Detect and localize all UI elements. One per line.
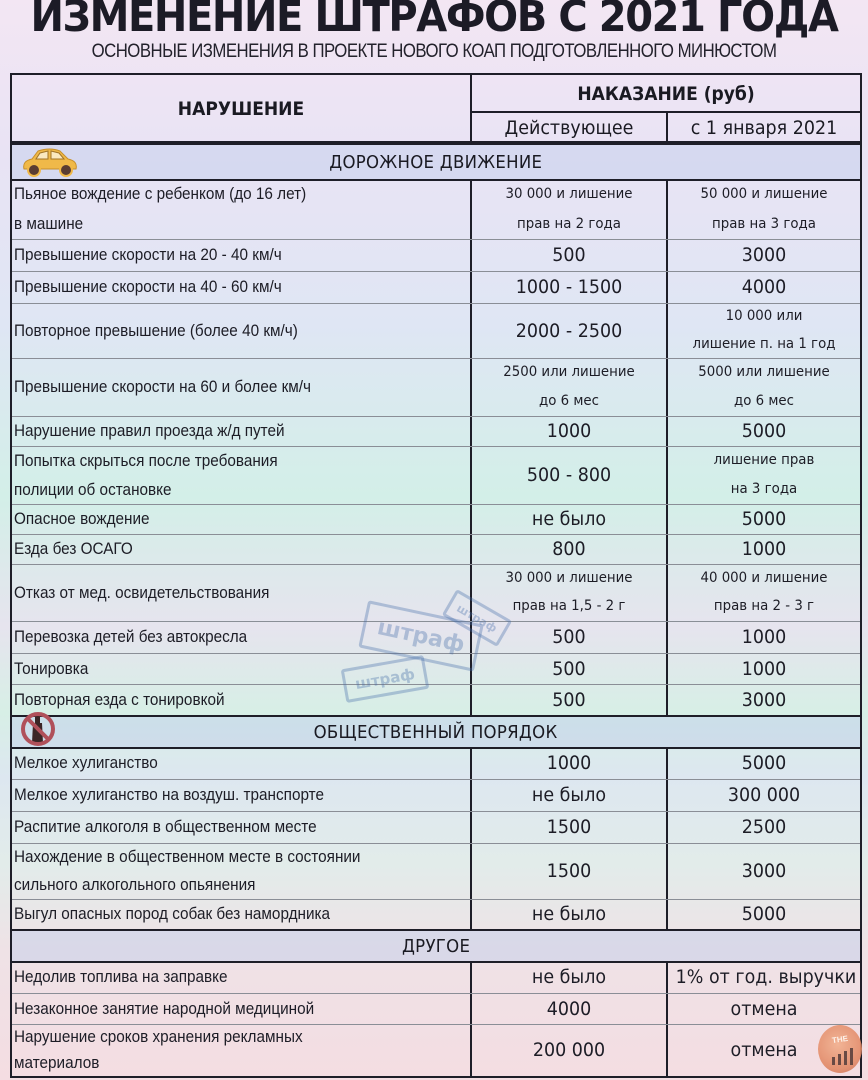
current-penalty-cell: прав на 2 года bbox=[517, 215, 621, 232]
current-penalty-cell: 500 bbox=[552, 657, 586, 680]
new-penalty-cell: лишение прав bbox=[713, 452, 815, 468]
violation-cell: Повторная езда с тонировкой bbox=[14, 689, 225, 709]
violation-cell: Недолив топлива на заправке bbox=[14, 967, 228, 986]
table-row bbox=[12, 303, 860, 358]
new-penalty-cell: отмена bbox=[730, 997, 798, 1020]
channel-logo: THE bbox=[818, 1025, 862, 1073]
current-penalty-cell: 1500 bbox=[546, 816, 592, 838]
violation-cell: Нарушение сроков хранения рекламных bbox=[14, 1027, 303, 1046]
table-row bbox=[12, 239, 860, 271]
table-row bbox=[12, 271, 860, 303]
current-penalty-cell: не было bbox=[531, 784, 607, 806]
header-violation: НАРУШЕНИЕ bbox=[177, 98, 305, 120]
page-subtitle: ОСНОВНЫЕ ИЗМЕНЕНИЯ В ПРОЕКТЕ НОВОГО КОАП ПОДГОТОВЛЕННОГО МИНЮСТОМ bbox=[91, 40, 777, 62]
new-penalty-cell: прав на 3 года bbox=[712, 215, 816, 232]
table-row bbox=[12, 564, 860, 621]
violation-cell: Пьяное вождение с ребенком (до 16 лет) bbox=[14, 184, 307, 203]
violation-cell: Мелкое хулиганство bbox=[14, 753, 158, 772]
new-penalty-cell: 1000 bbox=[741, 538, 787, 560]
current-penalty-cell: 30 000 и лишение bbox=[505, 185, 633, 202]
current-penalty-cell: 1000 bbox=[546, 752, 592, 774]
current-penalty-cell: 200 000 bbox=[532, 1039, 606, 1061]
table-row bbox=[12, 653, 860, 684]
new-penalty-cell: 1000 bbox=[741, 626, 787, 648]
table-row bbox=[12, 534, 860, 564]
violation-cell: Попытка скрыться после требования bbox=[14, 450, 278, 470]
new-penalty-cell: 3000 bbox=[741, 860, 787, 882]
stamp-watermark: штраф bbox=[341, 655, 430, 703]
table-row bbox=[12, 843, 860, 899]
header-current: Действующее bbox=[504, 116, 634, 139]
table-row bbox=[12, 358, 860, 416]
new-penalty-cell: 50 000 и лишение bbox=[700, 185, 828, 202]
violation-cell: Опасное вождение bbox=[14, 509, 150, 528]
section-header-1: ОБЩЕСТВЕННЫЙ ПОРЯДОК bbox=[12, 717, 860, 747]
new-penalty-cell: 4000 bbox=[741, 276, 787, 298]
new-penalty-cell: 5000 или лишение bbox=[698, 364, 830, 380]
new-penalty-cell: 3000 bbox=[741, 688, 787, 711]
current-penalty-cell: 30 000 и лишение bbox=[505, 569, 633, 586]
current-penalty-cell: 4000 bbox=[546, 997, 592, 1020]
current-penalty-cell: 2000 - 2500 bbox=[515, 319, 623, 342]
current-penalty-cell: прав на 1,5 - 2 г bbox=[512, 598, 626, 615]
table-row bbox=[12, 179, 860, 239]
current-penalty-cell: 800 bbox=[552, 538, 586, 560]
stamp-watermark: штраф bbox=[358, 600, 483, 671]
new-penalty-cell: 5000 bbox=[741, 420, 787, 442]
violation-cell: Превышение скорости на 60 и более км/ч bbox=[14, 377, 312, 396]
table-row bbox=[12, 747, 860, 779]
violation-cell: материалов bbox=[14, 1053, 100, 1072]
new-penalty-cell: прав на 2 - 3 г bbox=[713, 598, 815, 615]
stamp-watermark: штраф bbox=[442, 589, 512, 647]
violation-cell: Распитие алкоголя в общественном месте bbox=[14, 817, 317, 836]
new-penalty-cell: лишение п. на 1 год bbox=[692, 335, 836, 352]
table-row bbox=[12, 961, 860, 993]
table-row bbox=[12, 899, 860, 929]
current-penalty-cell: 1000 bbox=[546, 420, 592, 442]
current-penalty-cell: до 6 мес bbox=[539, 393, 599, 409]
new-penalty-cell: 1% от год. выручки bbox=[675, 966, 857, 988]
table-row bbox=[12, 416, 860, 446]
violation-cell: Превышение скорости на 40 - 60 км/ч bbox=[14, 277, 282, 296]
table-row bbox=[12, 504, 860, 534]
new-penalty-cell: 5000 bbox=[741, 903, 787, 925]
violation-cell: Отказ от мед. освидетельствования bbox=[14, 582, 270, 602]
violation-cell: Нахождение в общественном месте в состоянии bbox=[14, 847, 361, 866]
current-penalty-cell: 500 bbox=[552, 626, 586, 648]
table-row bbox=[12, 993, 860, 1024]
violation-cell: Превышение скорости на 20 - 40 км/ч bbox=[14, 245, 282, 264]
page-title: ИЗМЕНЕНИЕ ШТРАФОВ С 2021 ГОДА bbox=[30, 0, 838, 42]
new-penalty-cell: 40 000 и лишение bbox=[700, 569, 828, 586]
new-penalty-cell: 5000 bbox=[741, 508, 787, 530]
header-divider bbox=[470, 75, 472, 143]
new-penalty-cell: на 3 года bbox=[730, 481, 798, 497]
new-penalty-cell: 1000 bbox=[741, 657, 787, 680]
new-penalty-cell: 3000 bbox=[741, 244, 787, 266]
table-row bbox=[12, 621, 860, 653]
violation-cell: Нарушение правил проезда ж/д путей bbox=[14, 421, 285, 440]
header-divider bbox=[666, 112, 668, 143]
table-row bbox=[12, 811, 860, 843]
table-row bbox=[12, 1024, 860, 1076]
new-penalty-cell: 2500 bbox=[741, 816, 787, 838]
current-penalty-cell: не было bbox=[531, 903, 607, 925]
current-penalty-cell: 500 - 800 bbox=[526, 464, 612, 486]
violation-cell: Повторное превышение (более 40 км/ч) bbox=[14, 320, 298, 340]
violation-cell: Незаконное занятие народной медициной bbox=[14, 998, 315, 1018]
table-row bbox=[12, 446, 860, 504]
section-header-0: ДОРОЖНОЕ ДВИЖЕНИЕ bbox=[12, 145, 860, 179]
violation-cell: Тонировка bbox=[14, 658, 89, 678]
new-penalty-cell: 10 000 или bbox=[725, 308, 803, 325]
current-penalty-cell: не было bbox=[531, 508, 607, 530]
violation-cell: Езда без ОСАГО bbox=[14, 539, 133, 558]
current-penalty-cell: 1500 bbox=[546, 860, 592, 882]
violation-cell: полиции об остановке bbox=[14, 479, 172, 499]
current-penalty-cell: не было bbox=[531, 966, 607, 988]
current-penalty-cell: 500 bbox=[552, 244, 586, 266]
violation-cell: Выгул опасных пород собак без намордника bbox=[14, 904, 331, 923]
current-penalty-cell: 2500 или лишение bbox=[503, 364, 635, 380]
table-row bbox=[12, 779, 860, 811]
violation-cell: Перевозка детей без автокресла bbox=[14, 627, 248, 646]
table-row bbox=[12, 684, 860, 715]
car-icon bbox=[18, 147, 82, 182]
violation-cell: в машине bbox=[14, 214, 84, 233]
section-header-2: ДРУГОЕ bbox=[12, 931, 860, 961]
new-penalty-cell: 5000 bbox=[741, 752, 787, 774]
header-new: с 1 января 2021 bbox=[690, 116, 838, 139]
current-penalty-cell: 1000 - 1500 bbox=[515, 276, 623, 298]
current-penalty-cell: 500 bbox=[552, 688, 586, 711]
fines-table bbox=[10, 73, 862, 1078]
violation-cell: Мелкое хулиганство на воздуш. транспорте bbox=[14, 785, 324, 804]
new-penalty-cell: 300 000 bbox=[727, 784, 801, 806]
header-penalty: НАКАЗАНИЕ (руб) bbox=[577, 82, 755, 105]
new-penalty-cell: отмена bbox=[730, 1039, 798, 1061]
new-penalty-cell: до 6 мес bbox=[734, 393, 794, 409]
violation-cell: сильного алкогольного опьянения bbox=[14, 875, 256, 894]
